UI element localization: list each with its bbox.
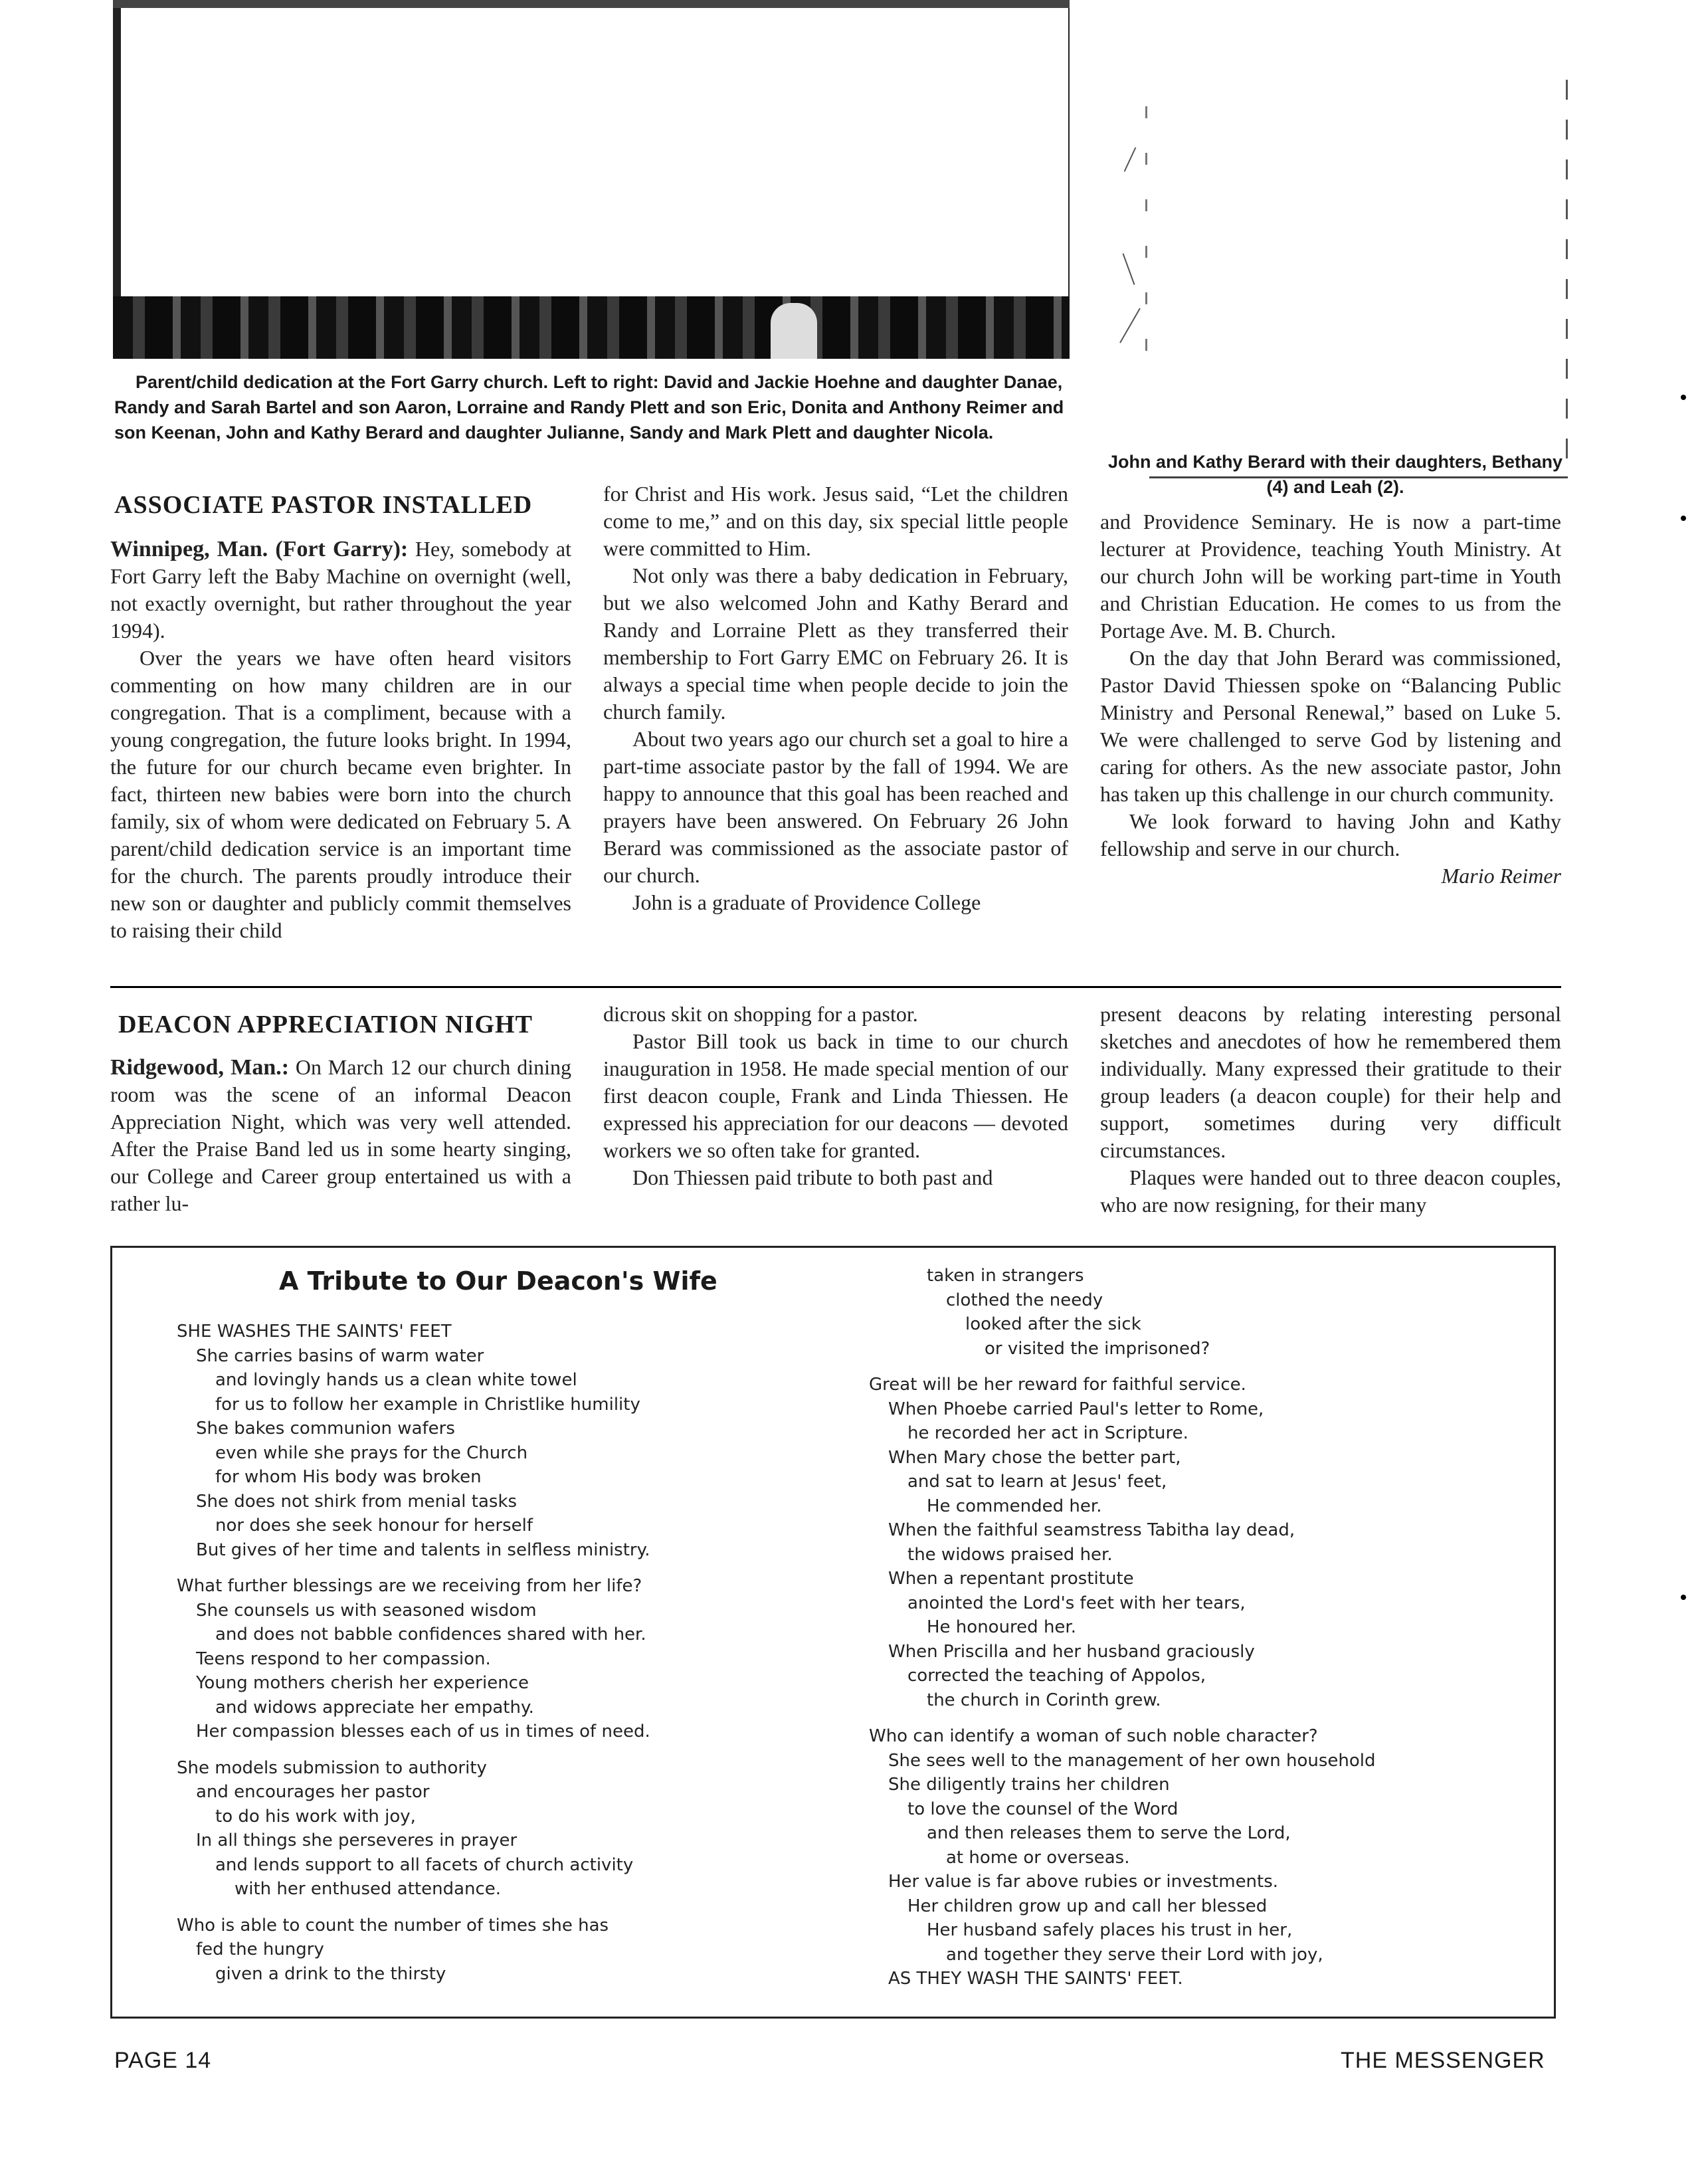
stanza-gap bbox=[177, 1902, 841, 1914]
article1-p2: Over the years we have often heard visitors commenting on how many children are in our congregation. That is a compliment, because with a young congregation, the future looks bright. In 1994, the future for our church became even brighter. In fact, thirteen new babies were born into the church family, six of whom were dedicated on February 5. A parent/child dedication service is an important time for the church. The parents proudly introduce their new son or daughter and publicly commit themselves to raising their child bbox=[110, 646, 571, 942]
poem-line: Great will be her reward for faithful service. bbox=[869, 1375, 1246, 1395]
poem-line: and sat to learn at Jesus' feet, bbox=[907, 1472, 1167, 1492]
article2-place: Ridgewood, Man.: bbox=[110, 1055, 290, 1080]
article1-col3 bbox=[1100, 508, 1561, 890]
poem-line: fed the hungry bbox=[196, 1939, 324, 1959]
stanza-gap bbox=[869, 1361, 1533, 1373]
poem-line: Teens respond to her compassion. bbox=[196, 1648, 491, 1669]
poem-line: Who can identify a woman of such noble character? bbox=[869, 1726, 1318, 1746]
poem-line: What further blessings are we receiving from her life? bbox=[177, 1576, 642, 1596]
poem-line: Young mothers cherish her experience bbox=[196, 1673, 529, 1693]
article2-p6: Plaques were handed out to three deacon couples, who are now resigning, for their many bbox=[1100, 1165, 1561, 1217]
article1-p3: for Christ and His work. Jesus said, “Let the children come to me,” and on this day, six special little people were committed to Him. bbox=[603, 482, 1068, 560]
tribute-title: A Tribute to Our Deacon's Wife bbox=[279, 1266, 717, 1296]
poem-line: the church in Corinth grew. bbox=[927, 1690, 1161, 1710]
article1-place: Winnipeg, Man. (Fort Garry): bbox=[110, 537, 409, 561]
poem-line: She diligently trains her children bbox=[888, 1775, 1170, 1795]
page-number: PAGE 14 bbox=[114, 2048, 212, 2073]
article1-heading: ASSOCIATE PASTOR INSTALLED bbox=[114, 491, 533, 519]
article2-col1 bbox=[110, 1054, 571, 1217]
article1-col2 bbox=[603, 480, 1068, 916]
poem-line: taken in strangers bbox=[927, 1266, 1084, 1286]
poem-line: When a repentant prostitute bbox=[888, 1569, 1134, 1589]
poem-line: or visited the imprisoned? bbox=[985, 1338, 1210, 1359]
poem-line: to do his work with joy, bbox=[215, 1806, 416, 1827]
section-divider bbox=[110, 986, 1561, 988]
poem-line: with her enthused attendance. bbox=[235, 1879, 502, 1899]
poem-line: corrected the teaching of Appolos, bbox=[907, 1666, 1206, 1686]
article1-signature: Mario Reimer bbox=[1441, 864, 1561, 888]
article1-col1 bbox=[110, 536, 571, 944]
scan-speck bbox=[1681, 1595, 1686, 1600]
article2-col2 bbox=[603, 1001, 1068, 1191]
poem-line: When Mary chose the better part, bbox=[888, 1447, 1181, 1468]
poem-line: She models submission to authority bbox=[177, 1757, 487, 1778]
poem-line: She carries basins of warm water bbox=[196, 1345, 484, 1366]
family-photo-caption: John and Kathy Berard with their daughters, Bethany (4) and Leah (2). bbox=[1107, 452, 1563, 497]
poem-line: for us to follow her example in Christlike humility bbox=[215, 1394, 640, 1415]
poem-line: She bakes communion wafers bbox=[196, 1419, 455, 1439]
article2-p3: Pastor Bill took us back in time to our church inauguration in 1958. He made special mention of our first deacon couple, Frank and Linda Thiessen. He expressed his appreciation for our deacons — devoted workers we so often take for granted. bbox=[603, 1029, 1068, 1162]
poem-line: clothed the needy bbox=[946, 1290, 1103, 1310]
article1-p5: About two years ago our church set a goal to hire a part-time associate pastor by the fall of 1994. We are happy to announce that this goal has been reached and prayers have been answered. On February 26 John Berard was commissioned as the associate pastor of our church. bbox=[603, 727, 1068, 887]
publication-name: THE MESSENGER bbox=[1341, 2048, 1545, 2073]
poem-line: and lends support to all facets of church activity bbox=[215, 1854, 634, 1875]
poem-line: She sees well to the management of her own household bbox=[888, 1750, 1376, 1771]
poem-line: the widows praised her. bbox=[907, 1544, 1113, 1565]
article2-p2: dicrous skit on shopping for a pastor. bbox=[603, 1002, 918, 1026]
article1-p4: Not only was there a baby dedication in February, but we also welcomed John and Kathy Berard and Randy and Lorraine Plett as they transferred their membership to Fort Garry EMC on February 26. It is always a special time when people decide to join the church family. bbox=[603, 563, 1068, 724]
poem-line: and then releases them to serve the Lord, bbox=[927, 1823, 1291, 1843]
article2-col3 bbox=[1100, 1001, 1561, 1219]
poem-line: He honoured her. bbox=[927, 1617, 1076, 1637]
scan-speck bbox=[1681, 395, 1686, 400]
poem-line: to love the counsel of the Word bbox=[907, 1799, 1179, 1819]
article2-heading: DEACON APPRECIATION NIGHT bbox=[118, 1011, 533, 1039]
dedication-photo bbox=[113, 0, 1070, 359]
poem-line: and does not babble confidences shared with her. bbox=[215, 1625, 646, 1644]
article1-p1: Hey, somebody at Fort Garry left the Baby Machine on overnight (well, not exactly overnight, but rather throughout the year 1994). bbox=[110, 537, 571, 643]
poem-line: Her compassion blesses each of us in times of need. bbox=[196, 1722, 650, 1741]
article1-p9: We look forward to having John and Kathy fellowship and serve in our church. bbox=[1100, 809, 1561, 860]
article2-p4: Don Thiessen paid tribute to both past and bbox=[632, 1165, 993, 1189]
poem-line: given a drink to the thirsty bbox=[215, 1963, 446, 1984]
poem-line: She counsels us with seasoned wisdom bbox=[196, 1600, 537, 1621]
poem-line: he recorded her act in Scripture. bbox=[907, 1423, 1188, 1443]
poem-line: When the faithful seamstress Tabitha lay dead, bbox=[888, 1520, 1295, 1540]
tribute-left-column bbox=[177, 1320, 841, 1986]
article2-p5: present deacons by relating interesting personal sketches and anecdotes of how he remembered them individually. Many expressed their gratitude to their group leaders (a deacon couple) for their help and support, sometimes during very difficult circumstances. bbox=[1100, 1002, 1561, 1162]
poem-line: When Phoebe carried Paul's letter to Rome, bbox=[888, 1399, 1264, 1419]
poem-line: and together they serve their Lord with joy, bbox=[946, 1944, 1323, 1965]
article1-p8: On the day that John Berard was commissioned, Pastor David Thiessen spoke on “Balancing Public Ministry and Personal Renewal,” based on Luke 5. We were challenged to serve God by listening and caring for others. As the new associate pastor, John has taken up this challenge in our church community. bbox=[1100, 646, 1561, 806]
poem-line: Her value is far above rubies or investments. bbox=[888, 1872, 1279, 1892]
poem-line: AS THEY WASH THE SAINTS' FEET. bbox=[888, 1969, 1183, 1989]
poem-line: even while she prays for the Church bbox=[215, 1442, 528, 1463]
article1-p6: John is a graduate of Providence College bbox=[632, 890, 981, 914]
poem-line: and encourages her pastor bbox=[196, 1782, 430, 1802]
poem-line: nor does she seek honour for herself bbox=[215, 1516, 533, 1536]
article2-p1: On March 12 our church dining room was the scene of an informal Deacon Appreciation Night, which was very well attended. After the Praise Band led us in some hearty singing, our College and Career group entertained us with a rather lu- bbox=[110, 1055, 571, 1215]
tribute-right-column bbox=[869, 1264, 1533, 1991]
article1-p7: and Providence Seminary. He is now a part-time lecturer at Providence, teaching Youth Ministry. At our church John will be working part-time in Youth and Christian Education. He comes to us from the Portage Ave. M. B. Church. bbox=[1100, 510, 1561, 643]
poem-line: When Priscilla and her husband graciously bbox=[888, 1641, 1255, 1662]
poem-line: In all things she perseveres in prayer bbox=[196, 1831, 518, 1850]
poem-line: for whom His body was broken bbox=[215, 1467, 482, 1487]
poem-line: and widows appreciate her empathy. bbox=[215, 1697, 534, 1718]
dedication-photo-caption: Parent/child dedication at the Fort Garry church. Left to right: David and Jackie Hoehne and daughter Danae, Randy and Sarah Bartel and son Aaron, Lorraine and Randy Plett and son Eric, Donita and Anthony Reimer and son Keenan, John and Kathy Berard and daughter Julianne, Sandy and Mark Plett and daughter Nicola. bbox=[114, 372, 1064, 443]
stanza-gap bbox=[177, 1744, 841, 1756]
poem-line: Her children grow up and call her blessed bbox=[907, 1896, 1268, 1916]
poem-line: anointed the Lord's feet with her tears, bbox=[907, 1593, 1246, 1613]
poem-line: Her husband safely places his trust in her, bbox=[927, 1920, 1293, 1940]
poem-line: at home or overseas. bbox=[946, 1847, 1130, 1868]
poem-line: and lovingly hands us a clean white towel bbox=[215, 1370, 577, 1390]
poem-line: She does not shirk from menial tasks bbox=[196, 1491, 518, 1512]
poem-line: He commended her. bbox=[927, 1496, 1102, 1516]
stanza-gap bbox=[869, 1712, 1533, 1724]
poem-line: But gives of her time and talents in selfless ministry. bbox=[196, 1539, 650, 1560]
stanza-gap bbox=[177, 1562, 841, 1574]
poem-line: looked after the sick bbox=[965, 1314, 1141, 1334]
poem-line: SHE WASHES THE SAINTS' FEET bbox=[177, 1322, 452, 1341]
scan-speck bbox=[1681, 516, 1686, 521]
poem-line: Who is able to count the number of times she has bbox=[177, 1915, 609, 1936]
berard-family-photo bbox=[1149, 80, 1568, 478]
